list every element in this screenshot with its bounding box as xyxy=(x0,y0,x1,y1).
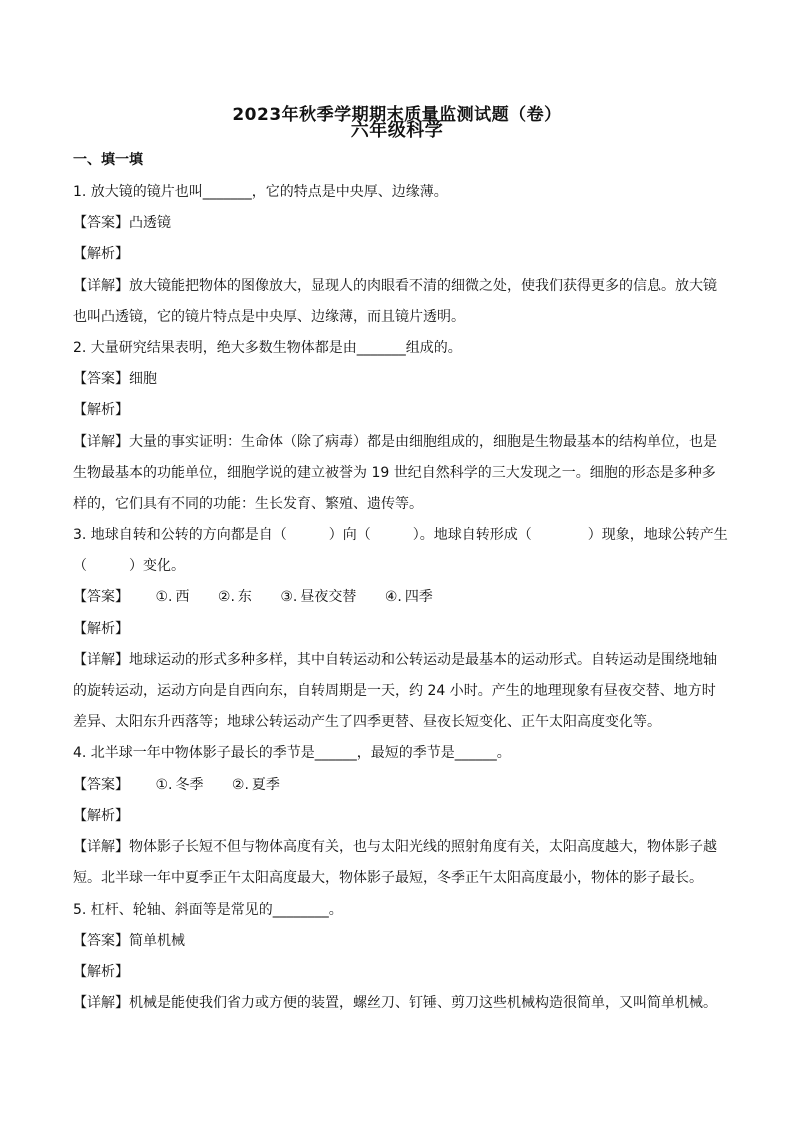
detail-4-line-2: 短。北半球一年中夏季正午太阳高度最大，物体影子最短，冬季正午太阳高度最小，物体的影子最长。 xyxy=(73,870,703,886)
answer-3-option: ②. 东 xyxy=(217,589,252,605)
answer-2: 【答案】细胞 xyxy=(73,371,157,387)
document-title: 2023年秋季学期期末质量监测试题（卷） xyxy=(232,105,562,125)
answer-4-option: ②. 夏季 xyxy=(231,777,280,793)
question-1: 1. 放大镜的镜片也叫_______，它的特点是中央厚、边缘薄。 xyxy=(73,184,448,200)
detail-1-line-2: 也叫凸透镜，它的镜片特点是中央厚、边缘薄，而且镜片透明。 xyxy=(73,309,465,325)
question-3-line-1: 3. 地球自转和公转的方向都是自（ ）向（ ）。地球自转形成（ ）现象，地球公转产生 xyxy=(73,527,728,543)
answer-3-option: ①. 西 xyxy=(155,589,190,605)
analysis-label-1: 【解析】 xyxy=(73,246,129,262)
question-2: 2. 大量研究结果表明，绝大多数生物体都是由_______组成的。 xyxy=(73,340,462,356)
detail-3-line-3: 差异、太阳东升西落等；地球公转运动产生了四季更替、昼夜长短变化、正午太阳高度变化等。 xyxy=(73,714,661,730)
section-heading: 一、填一填 xyxy=(73,152,143,168)
detail-4-line-1: 【详解】物体影子长短不但与物体高度有关，也与太阳光线的照射角度有关，太阳高度越大，物体影子越 xyxy=(73,839,717,855)
detail-2-line-2: 生物最基本的功能单位，细胞学说的建立被誉为 19 世纪自然科学的三大发现之一。细胞的形态是多种多 xyxy=(73,465,716,481)
analysis-label-3: 【解析】 xyxy=(73,621,129,637)
question-3-line-2: （ ）变化。 xyxy=(73,558,185,574)
question-4: 4. 北半球一年中物体影子最长的季节是______，最短的季节是______。 xyxy=(73,745,511,761)
answer-5: 【答案】简单机械 xyxy=(73,933,185,949)
analysis-label-4: 【解析】 xyxy=(73,808,129,824)
answer-4-option: ①. 冬季 xyxy=(155,777,204,793)
detail-2-line-3: 样的，它们具有不同的功能：生长发育、繁殖、遗传等。 xyxy=(73,496,423,512)
answer-3-option: ③. 昼夜交替 xyxy=(280,589,357,605)
detail-1-line-1: 【详解】放大镜能把物体的图像放大，显现人的肉眼看不清的细微之处，使我们获得更多的信息。放大镜 xyxy=(73,278,717,294)
answer-3-option: ④. 四季 xyxy=(384,589,433,605)
document-subtitle: 六年级科学 xyxy=(350,120,444,141)
question-5: 5. 杠杆、轮轴、斜面等是常见的________。 xyxy=(73,902,343,918)
answer-4 xyxy=(73,775,734,795)
detail-3-line-1: 【详解】地球运动的形式多种多样，其中自转运动和公转运动是最基本的运动形式。自转运动是围绕地轴 xyxy=(73,652,717,668)
analysis-label-2: 【解析】 xyxy=(73,402,129,418)
detail-2-line-1: 【详解】大量的事实证明：生命体（除了病毒）都是由细胞组成的，细胞是生物最基本的结构单位，也是 xyxy=(73,434,717,450)
answer-3 xyxy=(73,587,734,607)
detail-3-line-2: 的旋转运动，运动方向是自西向东，自转周期是一天，约 24 小时。产生的地理现象有昼夜交替、地方时 xyxy=(73,683,716,699)
analysis-label-5: 【解析】 xyxy=(73,964,129,980)
answer-tag: 【答案】 xyxy=(73,777,129,793)
detail-5-line-1: 【详解】机械是能使我们省力或方便的装置，螺丝刀、钉锤、剪刀这些机械构造很简单，又叫简单机械。 xyxy=(73,995,717,1011)
answer-tag: 【答案】 xyxy=(73,589,129,605)
answer-1: 【答案】凸透镜 xyxy=(73,215,171,231)
